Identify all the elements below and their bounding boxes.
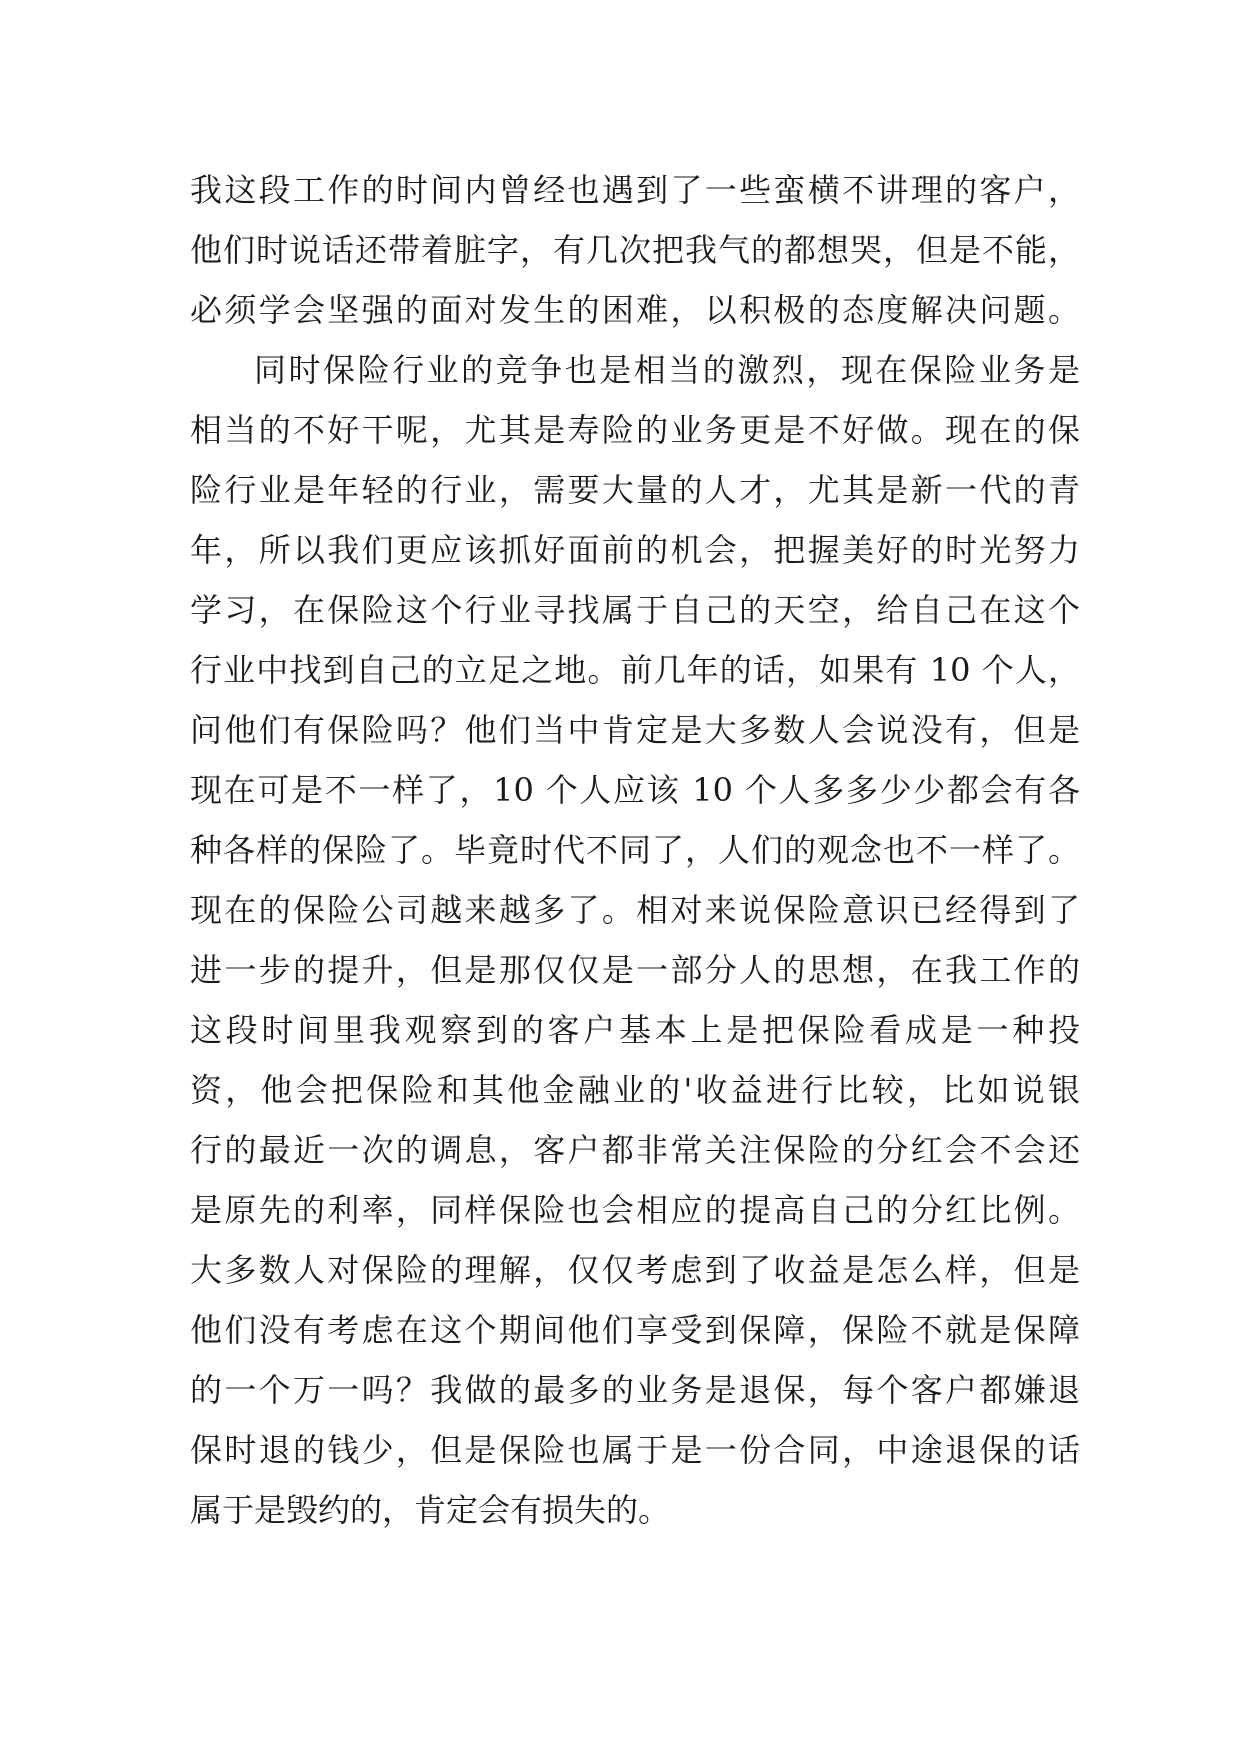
body-text <box>190 160 1080 1540</box>
text-line: 行业中找到自己的立足之地。前几年的话，如果有 10 个人， <box>190 651 1080 689</box>
text-line: 学习，在保险这个行业寻找属于自己的天空，给自己在这个 <box>190 591 1080 629</box>
text-line: 行的最近一次的调息，客户都非常关注保险的分红会不会还 <box>190 1131 1080 1169</box>
text-line: 大多数人对保险的理解，仅仅考虑到了收益是怎么样，但是 <box>190 1251 1080 1289</box>
text-line: 险行业是年轻的行业，需要大量的人才，尤其是新一代的青 <box>190 471 1080 509</box>
text-line: 现在可是不一样了，10 个人应该 10 个人多多少少都会有各 <box>190 771 1080 809</box>
text-line: 是原先的利率，同样保险也会相应的提高自己的分红比例。 <box>190 1191 1080 1229</box>
text-line: 现在的保险公司越来越多了。相对来说保险意识已经得到了 <box>190 891 1080 929</box>
text-line: 资，他会把保险和其他金融业的'收益进行比较，比如说银 <box>190 1071 1080 1109</box>
text-line: 这段时间里我观察到的客户基本上是把保险看成是一种投 <box>190 1011 1080 1049</box>
text-line: 的一个万一吗？我做的最多的业务是退保，每个客户都嫌退 <box>190 1371 1080 1409</box>
text-line: 相当的不好干呢，尤其是寿险的业务更是不好做。现在的保 <box>190 411 1080 449</box>
text-line: 保时退的钱少，但是保险也属于是一份合同，中途退保的话 <box>190 1431 1080 1469</box>
text-line: 必须学会坚强的面对发生的困难，以积极的态度解决问题。 <box>190 291 1080 329</box>
text-line: 我这段工作的时间内曾经也遇到了一些蛮横不讲理的客户， <box>190 171 1080 209</box>
text-line: 种各样的保险了。毕竟时代不同了，人们的观念也不一样了。 <box>190 831 1080 869</box>
text-line: 他们没有考虑在这个期间他们享受到保障，保险不就是保障 <box>190 1311 1080 1349</box>
paragraph-first-line: 同时保险行业的竞争也是相当的激烈，现在保险业务是 <box>254 351 1080 389</box>
paragraph-last-line: 属于是毁约的，肯定会有损失的。 <box>190 1491 671 1529</box>
text-line: 问他们有保险吗？他们当中肯定是大多数人会说没有，但是 <box>190 711 1080 749</box>
text-line: 年，所以我们更应该抓好面前的机会，把握美好的时光努力 <box>190 531 1080 569</box>
text-line: 进一步的提升，但是那仅仅是一部分人的思想，在我工作的 <box>190 951 1080 989</box>
text-line: 他们时说话还带着脏字，有几次把我气的都想哭，但是不能， <box>190 231 1080 269</box>
